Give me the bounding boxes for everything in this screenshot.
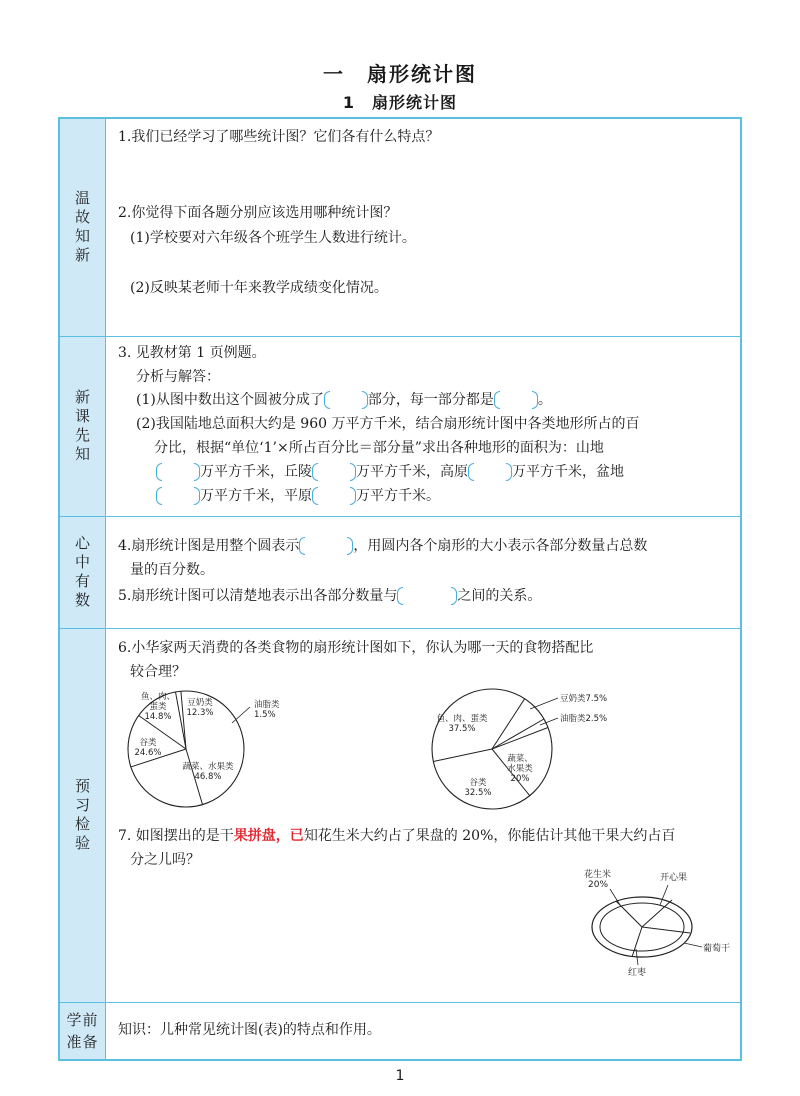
answer-blank[interactable] — [494, 391, 538, 409]
pie-slice-label: 鱼、肉、蛋类 — [436, 714, 488, 724]
pie-slice-boundary — [181, 691, 186, 749]
question-6-cont: 较合理？ — [130, 664, 186, 680]
pie-slice-label: 油脂类2.5% — [560, 714, 608, 724]
section-label: 温故知新 — [60, 119, 106, 336]
answer-blank[interactable] — [312, 487, 356, 505]
pie-slice-boundary — [492, 719, 544, 749]
answer-blank[interactable] — [156, 487, 200, 505]
fruit-pct-peanut: 20% — [588, 880, 609, 890]
section-new — [60, 337, 740, 517]
question-7: 7. 如图摆出的是干果拼盘，已知花生米大约占了果盘的 20%，你能估计其他干果大约占百 — [118, 828, 676, 844]
pie-chart-day2 — [420, 687, 650, 812]
pie-slice-label: 蛋类 — [149, 702, 167, 712]
question-2-1: (1)学校要对六年级各个班学生人数进行统计。 — [130, 230, 416, 246]
pie-slice-label: 24.6% — [134, 748, 162, 758]
pie-leader-line — [232, 707, 250, 723]
answer-blank[interactable] — [299, 537, 353, 555]
line-4: 万平方千米，丘陵 万平方千米，高原 万平方千米，盆地 — [156, 461, 624, 483]
question-4: 4.扇形统计图是用整个圆表示 ，用圆内各个扇形的大小表示各部分数量占总数 — [118, 538, 648, 554]
prep-text: 知识：儿种常见统计图(表)的特点和作用。 — [118, 1022, 381, 1038]
fruit-label-pistachio: 开心果 — [660, 873, 688, 883]
line-1: (1)从图中数出这个圆被分成了 部分，每一部分都是 。 — [136, 392, 552, 408]
analysis-label: 分析与解答： — [136, 369, 220, 385]
fruit-plate-chart — [580, 865, 740, 977]
section-label: 学前 准备 — [60, 1003, 106, 1059]
lesson-title: 1 扇形统计图 — [342, 93, 458, 112]
pie-slice-label: 20% — [510, 774, 530, 784]
section-heart — [60, 517, 740, 629]
pie-leader-line — [540, 718, 558, 725]
pie-chart-day1 — [120, 687, 320, 812]
worksheet-frame — [58, 117, 742, 1061]
pie-slice-label: 水果类 — [507, 764, 533, 774]
chapter-title: 一 扇形统计图 — [323, 62, 477, 86]
pie-slice-boundary — [492, 727, 548, 749]
stamp-overlay: 果拼盘，已 — [233, 828, 304, 844]
answer-blank[interactable] — [324, 391, 368, 409]
section-label: 预习检验 — [60, 629, 106, 1002]
line-2: (2)我国陆地总面积大约是 960 万平方千米，结合扇形统计图中各类地形所占的百 — [136, 416, 640, 432]
answer-blank[interactable] — [397, 587, 457, 605]
pie-slice-label: 油脂类 — [254, 700, 280, 710]
pie-slice-label: 豆奶类7.5% — [560, 694, 608, 704]
pie-slice-label: 46.8% — [194, 772, 222, 782]
pie-slice-label: 蔬菜、 — [507, 754, 533, 764]
pie-slice-label: 鱼、肉、 — [140, 692, 176, 702]
pie-slice-label: 1.5% — [254, 710, 276, 720]
pie-slice-label: 蔬菜、水果类 — [182, 762, 234, 772]
fruit-label-peanut: 花生米 — [584, 870, 612, 880]
question-2: 2.你觉得下面各题分别应该选用哪种统计图？ — [118, 205, 398, 221]
fruit-label-raisin: 葡萄干 — [703, 944, 731, 954]
section-preview — [60, 629, 740, 1003]
pie-slice-boundary — [492, 699, 525, 749]
pie-slice-label: 豆奶类 — [187, 698, 213, 708]
pie-slice-label: 12.3% — [186, 708, 214, 718]
section-label: 新课先知 — [60, 337, 106, 516]
line-3: 分比，根据“单位‘1’×所占百分比＝部分量”求出各种地形的面积为：山地 — [154, 440, 604, 456]
question-3: 3. 见教材第 1 页例题。 — [118, 345, 266, 361]
answer-blank[interactable] — [468, 463, 512, 481]
section-label: 心中有数 — [60, 517, 106, 628]
answer-blank[interactable] — [156, 463, 200, 481]
question-6: 6.小华家两天消费的各类食物的扇形统计图如下，你认为哪一天的食物搭配比 — [118, 640, 594, 656]
answer-blank[interactable] — [312, 463, 356, 481]
pie-slice-label: 谷类 — [139, 738, 157, 748]
pie-leader-line — [530, 698, 558, 709]
pie-slice-label: 谷类 — [469, 778, 487, 788]
pie-slice-boundary — [175, 692, 186, 749]
question-1: 1.我们已经学习了哪些统计图？它们各有什么特点？ — [118, 129, 440, 145]
pie-slice-label: 32.5% — [464, 788, 492, 798]
pie-slice-label: 14.8% — [144, 712, 172, 722]
line-5: 万平方千米，平原 万平方千米。 — [156, 485, 440, 507]
page-number: 1 — [395, 1068, 405, 1084]
question-7-cont: 分之儿吗？ — [130, 852, 200, 868]
pie-slice-boundary — [433, 749, 492, 761]
section-review — [60, 119, 740, 337]
fruit-label-jujube: 红枣 — [628, 968, 647, 977]
question-4-cont: 量的百分数。 — [130, 562, 214, 578]
section-prep — [60, 1003, 740, 1059]
pie-slice-label: 37.5% — [448, 724, 476, 734]
question-5: 5.扇形统计图可以清楚地表示出各部分数量与 之间的关系。 — [118, 588, 542, 604]
question-2-2: (2)反映某老师十年来教学成绩变化情况。 — [130, 280, 388, 296]
